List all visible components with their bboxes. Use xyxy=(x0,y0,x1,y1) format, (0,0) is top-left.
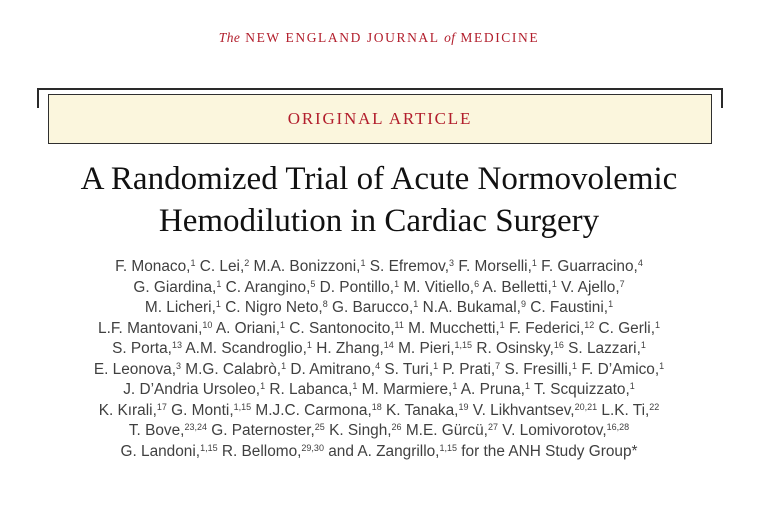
author-line xyxy=(0,380,758,401)
section-label: ORIGINAL ARTICLE xyxy=(287,109,473,128)
author-name: C. Gerli, xyxy=(598,319,655,337)
author-entry[interactable] xyxy=(120,443,217,460)
author-entry[interactable] xyxy=(129,422,207,439)
author-name: M.J.C. Carmona, xyxy=(255,401,372,419)
author-name: R. Osinsky, xyxy=(476,340,554,357)
author-name: K. Tanaka, xyxy=(386,401,459,419)
author-entry[interactable] xyxy=(458,258,537,275)
author-entry[interactable] xyxy=(362,381,458,398)
author-name: D. Amitrano, xyxy=(290,360,376,378)
author-name: M. Licheri, xyxy=(144,299,216,316)
author-name: C. Santonocito, xyxy=(289,319,395,337)
author-entry[interactable] xyxy=(216,320,285,337)
author-affiliation-number: 23,24 xyxy=(184,422,207,432)
author-entry[interactable] xyxy=(601,402,659,419)
author-entry[interactable] xyxy=(534,381,635,398)
title-line-1: A Randomized Trial of Acute Normovolemic xyxy=(80,161,678,197)
author-name: N.A. Bukamal, xyxy=(422,299,521,316)
author-name: D. Pontillo, xyxy=(319,278,395,296)
masthead-name-part1: NEW ENGLAND JOURNAL xyxy=(245,30,440,45)
author-list xyxy=(0,257,758,462)
author-affiliation-number: 13 xyxy=(171,340,182,350)
section-banner xyxy=(48,94,712,144)
author-name: G. Monti, xyxy=(171,401,234,419)
author-name: G. Paternoster, xyxy=(211,422,315,439)
author-name: R. Labanca, xyxy=(269,381,353,398)
author-affiliation-number: 8 xyxy=(322,299,328,309)
author-entry[interactable] xyxy=(502,422,629,439)
author-entry[interactable] xyxy=(461,443,637,460)
author-affiliation-number: 3 xyxy=(449,258,455,268)
author-entry[interactable] xyxy=(599,320,660,337)
author-name: L.F. Mantovani, xyxy=(98,319,203,337)
author-name: V. Ajello, xyxy=(561,278,620,296)
author-entry[interactable] xyxy=(423,299,526,316)
author-entry[interactable] xyxy=(290,361,380,378)
author-affiliation-number: 11 xyxy=(394,319,404,330)
author-entry[interactable] xyxy=(185,361,286,378)
author-entry[interactable] xyxy=(99,402,167,419)
masthead-the: The xyxy=(218,30,241,45)
author-entry[interactable] xyxy=(370,258,454,275)
article-title xyxy=(0,158,758,242)
author-entry[interactable] xyxy=(269,381,357,398)
author-affiliation-number: 29,30 xyxy=(301,442,324,453)
author-name: F. D’Amico, xyxy=(581,360,660,378)
author-name: and A. Zangrillo, xyxy=(328,442,440,460)
author-entry[interactable] xyxy=(403,279,479,296)
author-affiliation-number: 1 xyxy=(654,319,660,330)
author-name: S. Turi, xyxy=(384,360,434,378)
author-entry[interactable] xyxy=(504,361,577,378)
author-name: S. Porta, xyxy=(112,340,172,357)
author-name: C. Arangino, xyxy=(225,278,311,296)
author-entry[interactable] xyxy=(461,381,530,398)
author-entry[interactable] xyxy=(222,443,324,460)
author-affiliation-number: 1 xyxy=(352,381,358,391)
author-name: C. Nigro Neto, xyxy=(225,299,323,316)
author-affiliation-number: 12 xyxy=(584,319,595,330)
author-line xyxy=(0,298,758,319)
author-line xyxy=(0,278,758,299)
author-affiliation-number: 4 xyxy=(375,360,381,371)
author-affiliation-number: 1 xyxy=(306,340,312,350)
author-affiliation-number: 1 xyxy=(280,319,286,330)
author-affiliation-number: 1 xyxy=(659,360,665,371)
author-entry[interactable] xyxy=(476,340,564,357)
author-name: F. Morselli, xyxy=(458,258,532,275)
author-affiliation-number: 10 xyxy=(202,319,213,330)
author-affiliation-number: 6 xyxy=(474,278,480,289)
author-name: G. Barucco, xyxy=(332,299,414,316)
masthead-of: of xyxy=(444,30,456,45)
author-affiliation-number: 16,28 xyxy=(606,422,630,432)
author-name: C. Faustini, xyxy=(530,299,609,316)
author-line xyxy=(0,360,758,381)
author-affiliation-number: 1 xyxy=(215,299,221,309)
author-affiliation-number: 1 xyxy=(281,360,287,371)
author-line xyxy=(0,339,758,360)
title-line-2: Hemodilution in Cardiac Surgery xyxy=(158,203,600,239)
author-name: A. Oriani, xyxy=(215,319,280,337)
author-name: A. Belletti, xyxy=(482,278,552,296)
author-affiliation-number: 1 xyxy=(531,258,537,268)
author-name: K. Singh, xyxy=(329,422,392,439)
author-entry[interactable] xyxy=(398,340,472,357)
author-entry[interactable] xyxy=(211,422,325,439)
frame-left-rule xyxy=(37,88,39,108)
author-name: V. Likhvantsev, xyxy=(472,401,575,419)
author-entry[interactable] xyxy=(509,320,594,337)
author-entry[interactable] xyxy=(200,258,250,275)
author-entry[interactable] xyxy=(133,279,221,296)
author-entry[interactable] xyxy=(568,340,646,357)
author-name: F. Monaco, xyxy=(115,258,191,275)
author-affiliation-number: 1 xyxy=(360,258,366,268)
author-entry[interactable] xyxy=(320,279,399,296)
author-name: M.G. Calabrò, xyxy=(185,360,282,378)
author-entry[interactable] xyxy=(408,320,505,337)
journal-masthead[interactable] xyxy=(0,30,758,46)
author-name: M.A. Bonizzoni, xyxy=(253,258,361,275)
author-name: M. Marmiere, xyxy=(361,381,453,398)
author-affiliation-number: 17 xyxy=(156,401,167,412)
author-affiliation-number: 1 xyxy=(452,381,458,391)
author-entry[interactable] xyxy=(185,340,312,357)
author-entry[interactable] xyxy=(115,258,195,275)
author-affiliation-number: 1 xyxy=(433,360,439,371)
author-affiliation-number: 1 xyxy=(216,278,222,289)
author-affiliation-number: 1,15 xyxy=(233,401,252,412)
author-entry[interactable] xyxy=(328,443,457,460)
author-name: C. Lei, xyxy=(199,258,245,275)
author-entry[interactable] xyxy=(442,361,500,378)
author-line xyxy=(0,401,758,422)
author-affiliation-number: 1 xyxy=(413,299,419,309)
author-affiliation-number: 1 xyxy=(608,299,614,309)
author-affiliation-number: 25 xyxy=(314,422,325,432)
author-entry[interactable] xyxy=(561,279,625,296)
author-name: J. D’Andria Ursoleo, xyxy=(123,381,261,398)
author-affiliation-number: 22 xyxy=(649,401,660,412)
author-affiliation-number: 3 xyxy=(175,360,181,371)
author-entry[interactable] xyxy=(254,258,366,275)
author-line xyxy=(0,319,758,340)
author-affiliation-number: 5 xyxy=(310,278,316,289)
author-entry[interactable] xyxy=(171,402,251,419)
author-affiliation-number: 16 xyxy=(553,340,564,350)
author-entry[interactable] xyxy=(289,320,404,337)
author-affiliation-number: 2 xyxy=(244,258,250,268)
author-affiliation-number: 1 xyxy=(629,381,635,391)
author-entry[interactable] xyxy=(530,299,613,316)
author-affiliation-number: 14 xyxy=(383,340,394,350)
author-entry[interactable] xyxy=(473,402,597,419)
author-name: S. Fresilli, xyxy=(504,360,573,378)
author-name: M. Vitiello, xyxy=(403,278,475,296)
author-affiliation-number: 1 xyxy=(551,278,557,289)
frame-top-rule xyxy=(37,88,723,90)
author-name: T. Scquizzato, xyxy=(533,381,630,398)
author-entry[interactable] xyxy=(98,320,212,337)
author-name: G. Giardina, xyxy=(133,278,217,296)
author-affiliation-number: 1 xyxy=(394,278,400,289)
author-affiliation-number: 26 xyxy=(391,422,402,432)
author-entry[interactable] xyxy=(406,422,498,439)
author-entry[interactable] xyxy=(145,299,221,316)
masthead-name-part2: MEDICINE xyxy=(460,30,540,45)
author-entry[interactable] xyxy=(581,361,664,378)
author-affiliation-number: 1,15 xyxy=(454,340,473,350)
author-name: K. Kırali, xyxy=(98,401,157,419)
author-line xyxy=(0,442,758,463)
author-name: A.M. Scandroglio, xyxy=(185,340,307,357)
author-entry[interactable] xyxy=(123,381,265,398)
author-name: for the ANH Study Group* xyxy=(461,442,638,460)
author-name: A. Pruna, xyxy=(460,381,525,398)
author-entry[interactable] xyxy=(541,258,643,275)
author-entry[interactable] xyxy=(384,361,438,378)
author-name: E. Leonova, xyxy=(93,360,176,378)
author-affiliation-number: 1 xyxy=(260,381,266,391)
author-name: T. Bove, xyxy=(128,422,185,439)
author-affiliation-number: 1 xyxy=(524,381,530,391)
author-name: V. Lomivorotov, xyxy=(502,422,607,439)
author-entry[interactable] xyxy=(386,402,468,419)
author-affiliation-number: 1 xyxy=(499,319,505,330)
author-name: H. Zhang, xyxy=(316,340,384,357)
author-name: R. Bellomo, xyxy=(221,442,302,460)
author-entry[interactable] xyxy=(94,361,181,378)
author-name: G. Landoni, xyxy=(120,442,201,460)
author-entry[interactable] xyxy=(255,402,381,419)
author-entry[interactable] xyxy=(483,279,557,296)
author-line xyxy=(0,257,758,278)
author-line xyxy=(0,421,758,442)
author-name: S. Lazzari, xyxy=(568,340,641,357)
author-name: F. Federici, xyxy=(508,319,585,337)
frame-right-rule xyxy=(721,88,723,108)
author-affiliation-number: 20,21 xyxy=(574,401,598,412)
author-name: P. Prati, xyxy=(442,360,496,378)
author-affiliation-number: 4 xyxy=(637,258,643,268)
author-entry[interactable] xyxy=(329,422,401,439)
author-affiliation-number: 1 xyxy=(190,258,196,268)
author-entry[interactable] xyxy=(332,299,418,316)
author-name: M. Mucchetti, xyxy=(408,319,500,337)
author-affiliation-number: 1,15 xyxy=(200,442,218,453)
author-affiliation-number: 9 xyxy=(520,299,526,309)
author-affiliation-number: 7 xyxy=(495,360,501,371)
author-entry[interactable] xyxy=(225,299,328,316)
author-name: F. Guarracino, xyxy=(541,258,638,275)
author-affiliation-number: 1 xyxy=(640,340,646,350)
author-affiliation-number: 1 xyxy=(572,360,578,371)
author-entry[interactable] xyxy=(316,340,394,357)
author-name: M.E. Gürcü, xyxy=(405,422,488,439)
author-name: L.K. Ti, xyxy=(601,401,650,419)
author-entry[interactable] xyxy=(226,279,316,296)
author-affiliation-number: 1,15 xyxy=(439,442,457,453)
author-affiliation-number: 19 xyxy=(458,401,469,412)
author-affiliation-number: 7 xyxy=(619,278,625,289)
author-affiliation-number: 18 xyxy=(371,401,382,412)
author-affiliation-number: 27 xyxy=(487,422,498,432)
author-entry[interactable] xyxy=(112,340,182,357)
author-name: S. Efremov, xyxy=(369,258,450,275)
author-name: M. Pieri, xyxy=(398,340,455,357)
